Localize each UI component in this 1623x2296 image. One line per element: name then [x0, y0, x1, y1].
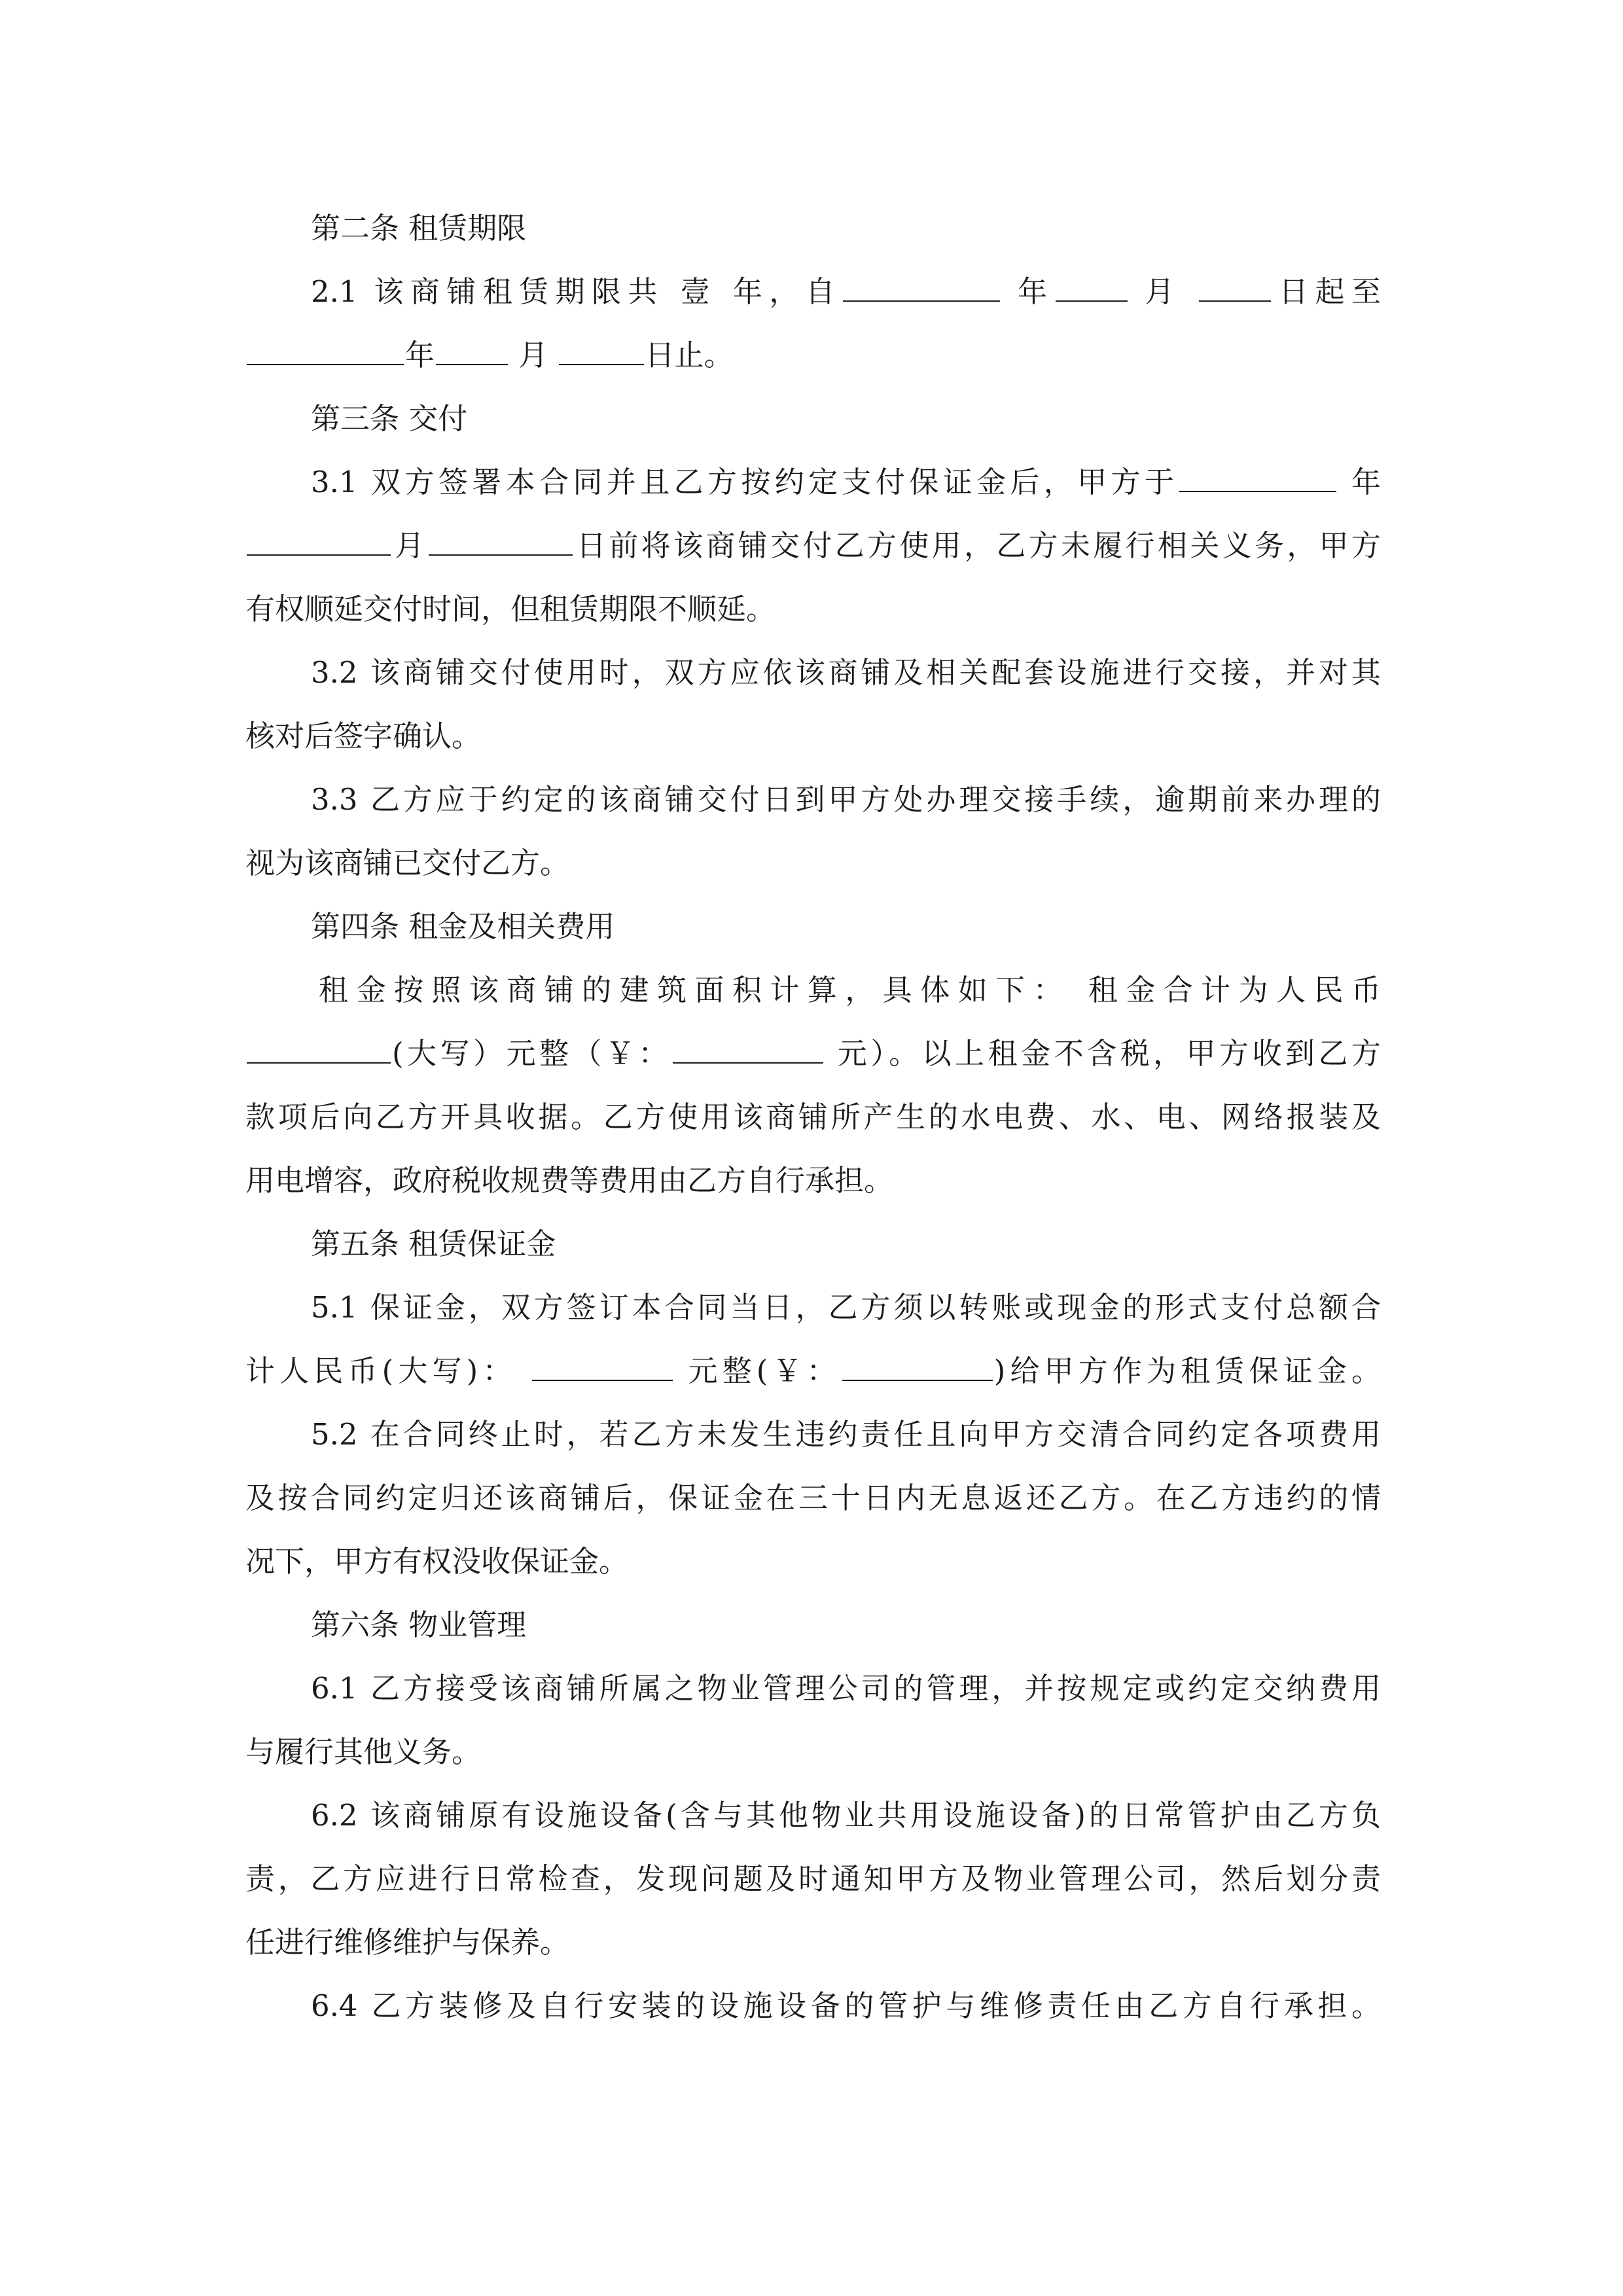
clause-5-1-line-1: 5.1 保证金，双方签订本合同当日，乙方须以转账或现金的形式支付总额合 [311, 1290, 1381, 1325]
clause-5-2-line-3: 况下，甲方有权没收保证金。 [245, 1544, 629, 1579]
article-4-line-4: 用电增容，政府税收规费等费用由乙方自行承担。 [245, 1163, 894, 1198]
clause-3-1-line-2: 月 日前将该商铺交付乙方使用，乙方未履行相关义务，甲方 [245, 514, 1381, 577]
clause-5-2-line-2: 及按合同约定归还该商铺后，保证金在三十日内无息返还乙方。在乙方违约的情 [245, 1480, 1381, 1515]
clause-5-1-line-2: 计人民币(大写)： 元整(￥： )给甲方作为租赁保证金。 [245, 1339, 1381, 1403]
article-4-line-2: (大写）元整（￥： 元）。以上租金不含税，甲方收到乙方 [245, 1022, 1381, 1085]
blank-deposit-words[interactable] [532, 1346, 673, 1381]
clause-6-2-line-1: 6.2 该商铺原有设施设备(含与其他物业共用设施设备)的日常管护由乙方负 [311, 1798, 1381, 1833]
blank-rent-words[interactable] [247, 1028, 391, 1064]
clause-6-2-line-2: 责，乙方应进行日常检查，发现问题及时通知甲方及物业管理公司，然后划分责 [245, 1861, 1381, 1896]
clause-6-2-line-3: 任进行维修维护与保养。 [245, 1925, 570, 1960]
clause-6-1-line-1: 6.1 乙方接受该商铺所属之物业管理公司的管理，并按规定或约定交纳费用 [311, 1671, 1381, 1706]
clause-3-2-line-1: 3.2 该商铺交付使用时，双方应依该商铺及相关配套设施进行交接，并对其 [311, 655, 1381, 690]
article-4-line-1: 租金按照该商铺的建筑面积计算，具体如下： 租金合计为人民币 [319, 973, 1381, 1007]
clause-6-4-line-1: 6.4 乙方装修及自行安装的设施设备的管护与维修责任由乙方自行承担。 [311, 1988, 1381, 2023]
blank-start-month[interactable] [1056, 266, 1128, 302]
article-5-heading: 第五条 租赁保证金 [311, 1227, 556, 1261]
clause-6-1-line-2: 与履行其他义务。 [245, 1734, 482, 1769]
clause-3-1-line-1: 3.1 双方签署本合同并且乙方按约定支付保证金后，甲方于 年 [245, 450, 1381, 514]
clause-3-3-line-2: 视为该商铺已交付乙方。 [245, 846, 570, 880]
blank-delivery-year[interactable] [1179, 457, 1336, 492]
blank-rent-amount[interactable] [673, 1028, 823, 1064]
blank-start-day[interactable] [1199, 266, 1271, 302]
blank-end-year[interactable] [247, 330, 404, 365]
blank-delivery-month[interactable] [247, 520, 391, 556]
blank-end-day[interactable] [559, 330, 644, 365]
clause-2-1-line-1: 2.1 该商铺租赁期限共 壹 年，自 年 月 日起至 [245, 260, 1381, 323]
blank-delivery-day[interactable] [429, 520, 573, 556]
clause-2-1-line-2: 年 月 日止。 [245, 323, 1381, 387]
clause-3-1-line-3: 有权顺延交付时间，但租赁期限不顺延。 [245, 592, 776, 626]
article-6-heading: 第六条 物业管理 [311, 1607, 527, 1642]
blank-end-month[interactable] [436, 330, 508, 365]
article-4-line-3: 款项后向乙方开具收据。乙方使用该商铺所产生的水电费、水、电、网络报装及 [245, 1100, 1381, 1134]
contract-page [245, 196, 1381, 2037]
clause-3-2-line-2: 核对后签字确认。 [245, 719, 482, 753]
clause-5-2-line-1: 5.2 在合同终止时，若乙方未发生违约责任且向甲方交清合同约定各项费用 [311, 1417, 1381, 1452]
article-3-heading: 第三条 交付 [311, 401, 468, 436]
clause-3-3-line-1: 3.3 乙方应于约定的该商铺交付日到甲方处办理交接手续，逾期前来办理的 [311, 782, 1381, 817]
article-2-heading: 第二条 租赁期限 [311, 211, 527, 245]
blank-deposit-amount[interactable] [842, 1346, 993, 1381]
blank-start-year[interactable] [843, 266, 1000, 302]
article-4-heading: 第四条 租金及相关费用 [311, 909, 615, 944]
